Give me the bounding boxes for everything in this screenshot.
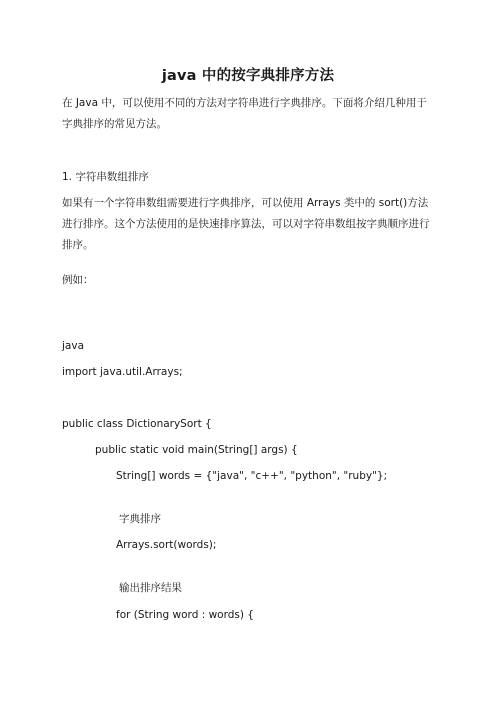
code-line: import java.util.Arrays;	[62, 366, 183, 378]
section-heading: 1. 字符串数组排序	[62, 171, 149, 183]
code-line: public class DictionarySort {	[62, 418, 212, 430]
intro-paragraph: 在 Java 中，可以使用不同的方法对字符串进行字典排序。下面将介绍几种用于字典排序的常见方法。	[62, 97, 427, 130]
document-title: java 中的按字典排序方法	[161, 68, 335, 84]
section-body: 如果有一个字符串数组需要进行字典排序，可以使用 Arrays 类中的 sort()方法进行排序。这个方法使用的是快速排序算法，可以对字符串数组按字典顺序进行排序。	[62, 197, 430, 251]
code-line: Arrays.sort(words);	[116, 539, 217, 551]
code-comment: 字典排序	[119, 513, 161, 525]
code-comment: 输出排序结果	[119, 582, 182, 594]
code-language-label: java	[62, 340, 84, 352]
code-line: String[] words = {"java", "c++", "python", "ruby"};	[116, 470, 388, 482]
code-line: public static void main(String[] args) {	[95, 444, 298, 456]
example-label: 例如：	[62, 274, 94, 286]
code-line: for (String word : words) {	[116, 609, 254, 621]
